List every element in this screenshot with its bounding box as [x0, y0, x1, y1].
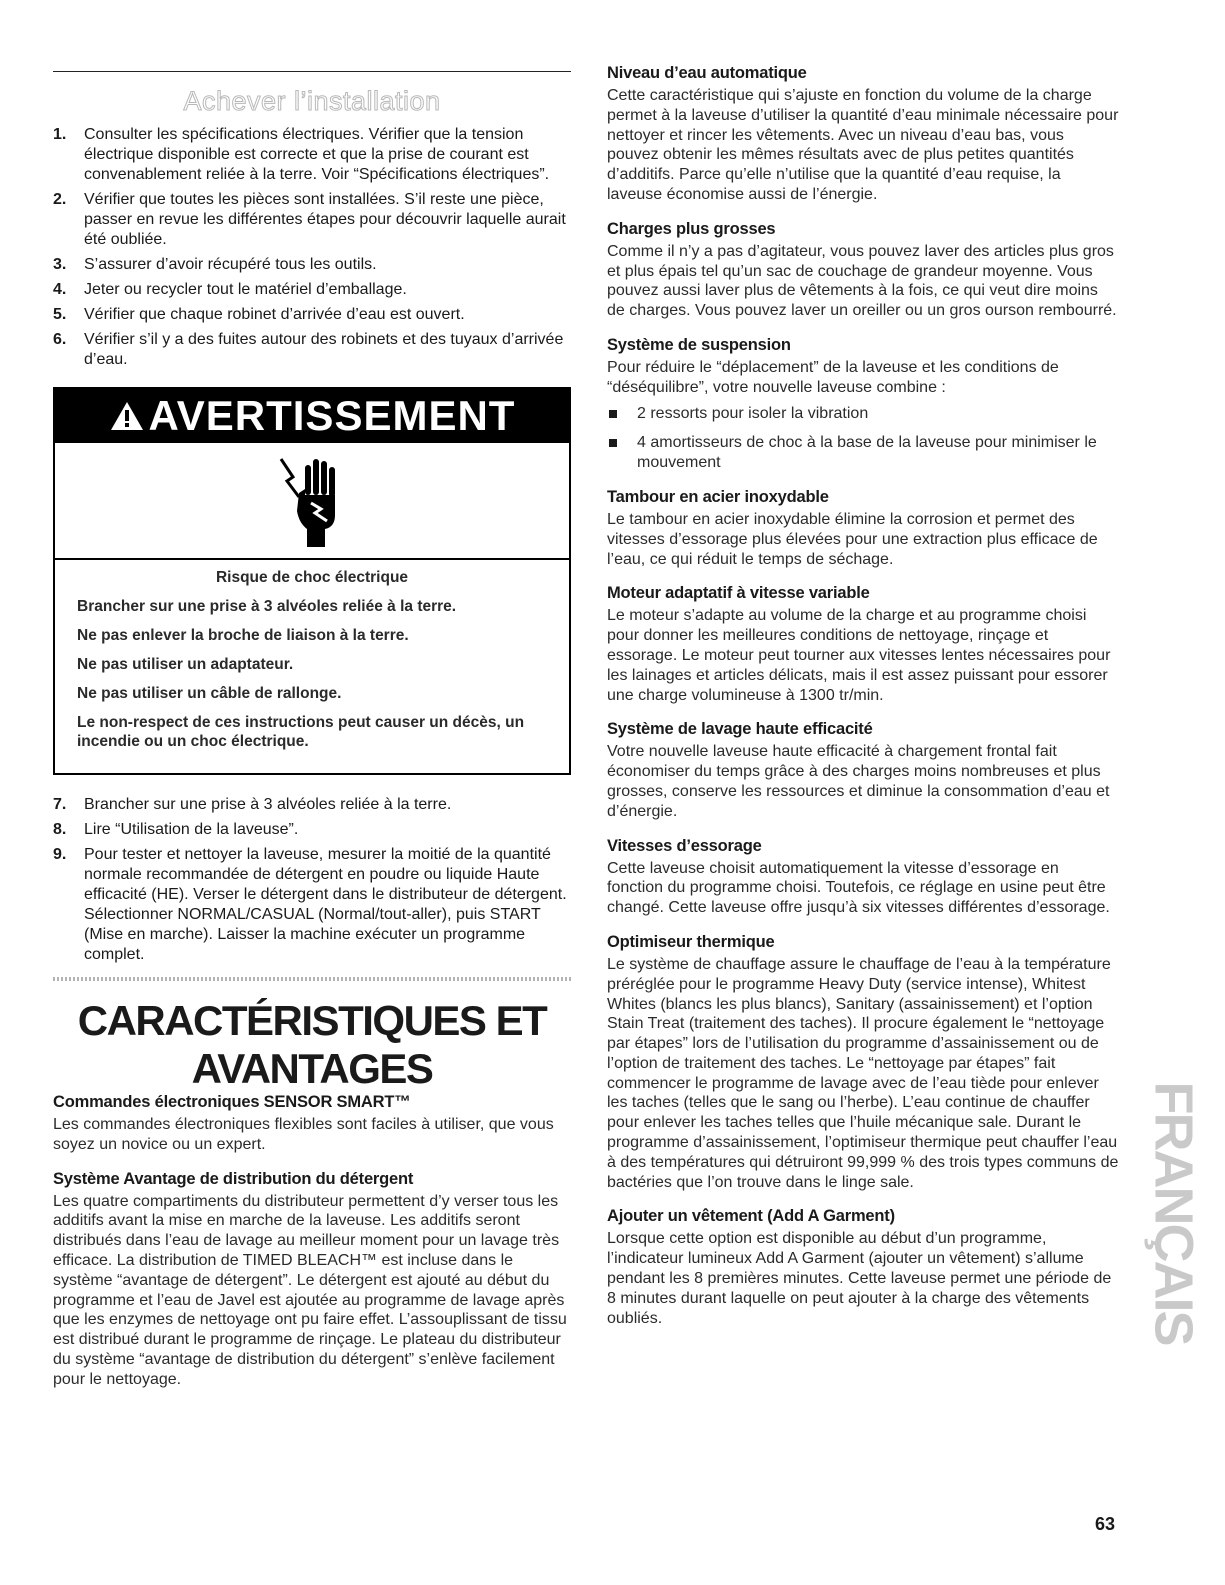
install-steps-a — [53, 125, 571, 370]
warning-line: Ne pas utiliser un adaptateur. — [77, 656, 294, 673]
list-item: 4 amortisseurs de choc à la base de la laveuse pour minimiser le mouvement — [607, 433, 1119, 473]
section-spin-speeds — [607, 837, 1119, 918]
warning-header-text: AVERTISSEMENT — [148, 392, 516, 439]
warning-body — [55, 560, 569, 773]
section-text: Le tambour en acier inoxydable élimine la corrosion et permet des vitesses d’essorage plus élevées pour une extraction plus efficace de l’eau, ce qui réduit le temps de séchage. — [607, 510, 1098, 568]
section-larger-loads — [607, 220, 1119, 321]
list-item: 1. Consulter les spécifications électriques. Vérifier que la tension électrique disponible est correcte et que la prise de courant est convenablement reliée à la terre. Voir “Spécifications électriques”. — [53, 126, 550, 183]
section-title: Optimiseur thermique — [607, 932, 775, 951]
section-title: Vitesses d’essorage — [607, 836, 762, 855]
list-item: 4. Jeter ou recycler tout le matériel d’emballage. — [53, 281, 407, 298]
warning-line: Ne pas enlever la broche de liaison à la terre. — [77, 627, 409, 644]
page-number: 63 — [1095, 1514, 1116, 1534]
section-title: Commandes électroniques SENSOR SMART™ — [53, 1093, 411, 1111]
list-item: 3. S’assurer d’avoir récupéré tous les outils. — [53, 256, 377, 273]
warning-line: Le non-respect de ces instructions peut causer un décès, un incendie ou un choc électrique. — [77, 714, 525, 750]
section-suspension — [607, 336, 1119, 473]
section-text: Les quatre compartiments du distributeur permettent d’y verser tous les additifs avant la mise en marche de la laveuse. Les additifs seront distribués dans l’eau de lavage au meilleur moment pour un lavage très efficace. La distribution de TIMED BLEACH™ est incluse dans le système “avantage de détergent”. Le détergent est ajouté au début du programme et l’eau de Javel est ajoutée au programme de lavage après que les enzymes de nettoyage ont pu faire effet. L’assouplissant de tissu est distribué durant le programme de rinçage. Le plateau du distributeur du système “avantage de distribution du détergent” s’enlève facilement pour le nettoyage. — [53, 1192, 567, 1388]
section-title: Système Avantage de distribution du détergent — [53, 1169, 414, 1188]
list-item: 8. Lire “Utilisation de la laveuse”. — [53, 821, 299, 838]
install-title: Achever l’installation — [183, 86, 441, 116]
suspension-bullets — [607, 404, 1119, 473]
section-thermal-optimizer — [607, 933, 1119, 1193]
electric-shock-hand-icon — [277, 453, 347, 548]
section-text: Pour réduire le “déplacement” de la laveuse et les conditions de “déséquilibre”, votre nouvelle laveuse combine : — [607, 358, 1059, 396]
warning-triangle-icon — [109, 400, 145, 432]
left-column — [53, 70, 571, 1405]
section-he-wash — [607, 720, 1119, 821]
section-text: Le système de chauffage assure le chauffage de l’eau à la température préréglée pour le programme Heavy Duty (service intense), Whitest Whites (blancs les plus blancs), Sanitary (assainissement) et l’option Stain Treat (traitement des taches). Il procure également le “nettoyage par étapes” lors de l’utilisation du programme d’assainissement ou de l’option de traitement des taches. Le “nettoyage par étapes” fait commencer le programme de lavage avec de l’eau tiède pour enlever les taches (telles que le sang ou l’herbe). L’eau continue de chauffer pour enlever les taches telles que l’huile mécanique sale. Durant le programme d’assainissement, l’optimiseur thermique peut chauffer l’eau à des températures qui détruiront 99,999 % des trois types communs de bactéries que l’on trouve dans le linge sale. — [607, 955, 1119, 1191]
section-stainless-drum — [607, 488, 1119, 569]
section-text: Comme il n’y a pas d’agitateur, vous pouvez laver des articles plus gros et plus épais tel qu’un sac de couchage de grandeur moyenne. Vous pouvez aussi laver plus de vêtements à la fois, ce qui veut dire moins de charges. Vous pouvez laver un oreiller ou un gros ourson rembourré. — [607, 242, 1117, 320]
section-title: Ajouter un vêtement (Add A Garment) — [607, 1207, 895, 1226]
list-item: 5. Vérifier que chaque robinet d’arrivée d’eau est ouvert. — [53, 306, 465, 323]
install-steps-b — [53, 795, 571, 965]
section-text: Cette laveuse choisit automatiquement la vitesse d’essorage en fonction du programme choisi. Toutefois, ce réglage en usine peut être changé. Cette laveuse offre jusqu’à six vitesses différentes d’essorage. — [607, 859, 1110, 917]
list-item: 9. Pour tester et nettoyer la laveuse, mesurer la moitié de la quantité normale recommandée de détergent en poudre ou liquide Haute efficacité (HE). Verser le détergent dans le distributeur de détergent. Sélectionner NORMAL/CASUAL (Normal/tout-aller), puis START (Mise en marche). Laisser la machine exécuter un programme complet. — [53, 846, 567, 963]
list-item: 2. Vérifier que toutes les pièces sont installées. S’il reste une pièce, passer en revue les différentes étapes pour découvrir laquelle aurait été oubliée. — [53, 191, 566, 248]
section-title: Tambour en acier inoxydable — [607, 487, 829, 506]
section-variable-motor — [607, 584, 1119, 705]
warning-box — [53, 387, 571, 775]
section-add-garment — [607, 1207, 1119, 1328]
warning-header — [55, 389, 569, 443]
section-text: Lorsque cette option est disponible au début d’un programme, l’indicateur lumineux Add A Garment (ajouter un vêtement) s’allume pendant les 8 premières minutes. Cette laveuse permet une période de 8 minutes durant laquelle on peut ajouter à la charge des vêtements oubliés. — [607, 1230, 1112, 1327]
section-sensor-smart — [53, 1093, 571, 1155]
section-detergent-dispenser — [53, 1170, 571, 1390]
warning-icon-area — [55, 443, 569, 560]
section-title: Niveau d’eau automatique — [607, 64, 807, 82]
language-side-tab: FRANÇAIS — [1143, 1081, 1203, 1345]
warning-risk: Risque de choc électrique — [215, 569, 409, 586]
warning-line: Ne pas utiliser un câble de rallonge. — [77, 685, 342, 702]
list-item: 6. Vérifier s’il y a des fuites autour des robinets et des tuyaux d’arrivée d’eau. — [53, 331, 564, 368]
section-title: Système de suspension — [607, 335, 791, 354]
dotted-divider — [53, 977, 571, 981]
features-title: CARACTÉRISTIQUES ET AVANTAGES — [77, 997, 547, 1092]
list-item: 2 ressorts pour isoler la vibration — [607, 404, 1119, 424]
section-title: Système de lavage haute efficacité — [607, 720, 873, 739]
section-text: Le moteur s’adapte au volume de la charge et au programme choisi pour donner les meilleures conditions de nettoyage, rinçage et essorage. Le moteur peut tourner aux vitesses lentes nécessaires pour les lainages et articles délicats, mais il est assez puissant pour essorer une charge volumineuse à 1300 tr/min. — [607, 607, 1111, 704]
section-text: Cette caractéristique qui s’ajuste en fonction du volume de la charge permet à la laveuse d’utiliser la quantité d’eau minimale nécessaire pour nettoyer et rincer les vêtements. Avec un niveau d’eau bas, vous pouvez obtenir les mêmes résultats avec de plus petites quantités d’additifs. Parce qu’elle n’utilise que la quantité d’eau requise, la laveuse économise aussi de l’énergie. — [607, 87, 1119, 203]
right-column — [607, 64, 1119, 1343]
section-text: Votre nouvelle laveuse haute efficacité à chargement frontal fait économiser du temps grâce à des charges moins nombreuses et plus grosses, conserve les ressources et diminue la consommation d’eau et d’énergie. — [607, 743, 1110, 820]
warning-line: Brancher sur une prise à 3 alvéoles reliée à la terre. — [77, 598, 457, 615]
list-item: 7. Brancher sur une prise à 3 alvéoles reliée à la terre. — [53, 796, 452, 813]
section-title: Charges plus grosses — [607, 219, 776, 238]
section-text: Les commandes électroniques flexibles sont faciles à utiliser, que vous soyez un novice ou un expert. — [53, 1116, 554, 1153]
section-water-level — [607, 64, 1119, 205]
section-title: Moteur adaptatif à vitesse variable — [607, 584, 870, 603]
